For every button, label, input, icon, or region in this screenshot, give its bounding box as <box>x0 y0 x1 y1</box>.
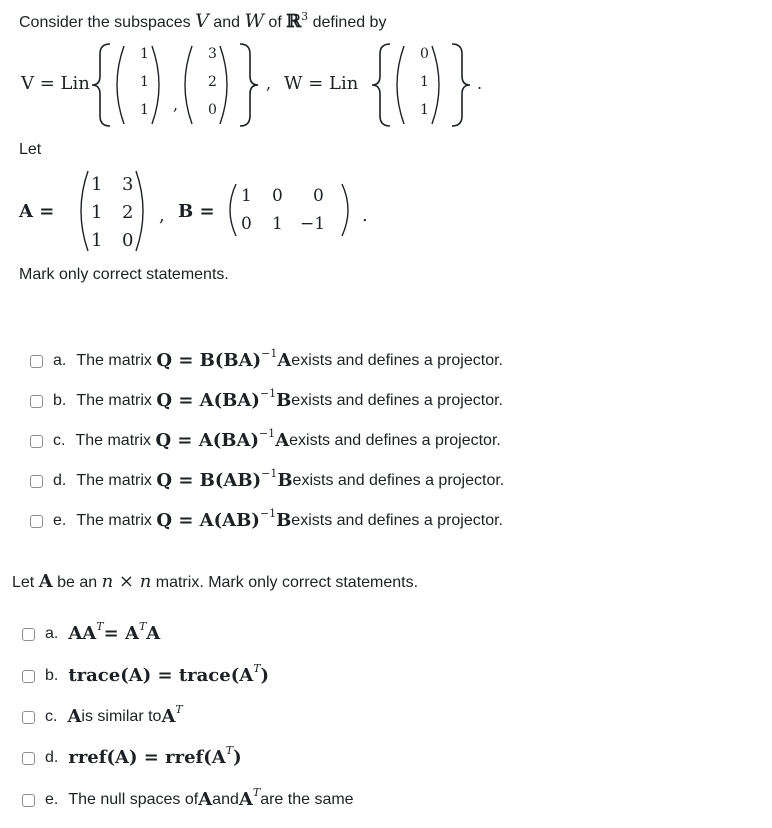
q1-option-d-exponent: −1 <box>261 467 278 480</box>
q2-option-a-formula-2: = A <box>103 623 139 644</box>
q1-option-d[interactable] <box>30 467 505 492</box>
q1-option-d-tail: exists and defines a projector. <box>292 472 505 489</box>
matrix-b-r2c1: 0 <box>241 214 252 234</box>
q2-option-b-formula-1: trace(A) = trace(A <box>68 665 254 686</box>
intro-text-after: defined by <box>308 14 387 31</box>
q2-option-d[interactable] <box>22 744 242 769</box>
v-span-set <box>92 40 272 130</box>
matrix-separator: , <box>159 205 165 226</box>
q2-option-b-checkbox[interactable] <box>22 670 35 683</box>
q2-option-e-text-3: are the same <box>260 791 354 808</box>
q1-option-d-pre: The matrix <box>76 472 152 489</box>
q1-option-b-letter: b. <box>53 392 67 409</box>
q1-option-e-exponent: −1 <box>259 507 277 520</box>
intro-of: of <box>263 14 287 31</box>
matrix-b-r1c1: 1 <box>241 186 252 206</box>
q2-option-b-letter: b. <box>45 667 59 684</box>
q2-option-e-letter: e. <box>45 791 59 808</box>
q1-option-a-exponent: −1 <box>261 347 278 360</box>
q1-option-c-checkbox[interactable] <box>30 435 43 448</box>
q2-option-e-matrix-1: A <box>198 789 213 810</box>
q2-option-e-text-1: The null spaces of <box>68 791 199 808</box>
q2-option-a-exp-2: T <box>138 620 147 633</box>
v-definition-label: V = Lin <box>21 73 90 94</box>
q2-option-a[interactable] <box>22 620 161 645</box>
real-space-exponent: 3 <box>301 10 309 23</box>
matrix-a-r2c2: 2 <box>122 202 134 223</box>
q1-option-e-pre: The matrix <box>76 512 152 529</box>
w1-entry-3: 1 <box>420 102 429 118</box>
q1-option-b[interactable] <box>30 387 503 412</box>
q2-option-a-exp-1: T <box>96 620 104 633</box>
q2-option-b[interactable] <box>22 662 270 687</box>
matrix-a-r1c2: 3 <box>122 174 134 195</box>
question1-prompt: Mark only correct statements. <box>19 266 229 283</box>
q2-option-d-letter: d. <box>45 749 59 766</box>
q2-option-e-exp: T <box>252 786 261 799</box>
q1-option-c-tail: exists and defines a projector. <box>289 432 501 449</box>
q1-option-e-letter: e. <box>53 512 67 529</box>
q1-option-a-pre: The matrix <box>76 352 152 369</box>
q2-option-e-matrix-2: A <box>238 789 253 810</box>
q2-option-a-formula-3: A <box>146 623 161 644</box>
matrix-b-r1c3: 0 <box>313 186 324 206</box>
q2-option-d-formula-2: ) <box>233 747 242 768</box>
q1-option-b-formula: Q = A(BA) <box>156 390 260 411</box>
q2-option-a-formula-1: AA <box>68 623 97 644</box>
q1-option-c-pre: The matrix <box>75 432 152 449</box>
intro-text: Consider the subspaces <box>19 14 196 31</box>
q1-option-a-checkbox[interactable] <box>30 355 43 368</box>
matrix-a-brackets <box>74 167 154 255</box>
q1-option-a-tail: exists and defines a projector. <box>291 352 503 369</box>
q2-prompt-matrix: A <box>38 571 53 592</box>
q1-option-c-letter: c. <box>53 432 66 449</box>
v2-entry-2: 2 <box>208 74 217 90</box>
q2-option-c[interactable] <box>22 703 183 728</box>
matrix-b-r2c3: −1 <box>300 214 326 234</box>
q1-option-d-checkbox[interactable] <box>30 475 43 488</box>
q1-option-b-checkbox[interactable] <box>30 395 43 408</box>
v2-entry-1: 3 <box>208 46 217 62</box>
q2-option-c-text: is similar to <box>81 708 162 725</box>
q1-option-d-formula-end: B <box>277 470 293 491</box>
matrix-a-r3c1: 1 <box>91 230 103 251</box>
q1-option-c[interactable] <box>30 427 501 452</box>
v1-entry-2: 1 <box>140 74 149 90</box>
q1-option-c-formula-end: A <box>275 430 290 451</box>
q2-option-e-text-2: and <box>212 791 239 808</box>
q2-option-e-checkbox[interactable] <box>22 794 35 807</box>
q1-option-b-formula-end: B <box>276 390 292 411</box>
q2-option-e[interactable] <box>22 786 354 811</box>
q2-option-d-exp-1: T <box>225 744 234 757</box>
matrix-b-period: . <box>362 205 368 226</box>
q2-option-c-exp: T <box>175 703 183 716</box>
q2-option-c-matrix-1: A <box>67 706 82 727</box>
q1-option-e-formula-end: B <box>276 510 292 531</box>
q1-option-a-formula: Q = B(BA) <box>156 350 262 371</box>
question2-prompt <box>12 571 418 594</box>
q1-option-c-exponent: −1 <box>258 427 276 440</box>
q1-option-a-formula-end: A <box>277 350 292 371</box>
matrix-a-label: A = <box>19 201 55 222</box>
q1-option-d-formula: Q = B(AB) <box>156 470 262 491</box>
matrix-a-r2c1: 1 <box>91 202 103 223</box>
q1-option-e[interactable] <box>30 507 503 532</box>
matrix-b-r2c2: 1 <box>272 214 283 234</box>
v-w-separator: , <box>266 74 272 93</box>
q2-option-a-letter: a. <box>45 625 59 642</box>
real-space-symbol: ℝ <box>286 11 302 32</box>
matrix-b-label: B = <box>178 201 215 222</box>
w1-entry-1: 0 <box>420 46 429 62</box>
q2-prompt-dimension: n × n <box>101 571 152 592</box>
v1-entry-1: 1 <box>140 46 149 62</box>
v2-entry-3: 0 <box>208 102 217 118</box>
q1-option-d-letter: d. <box>53 472 67 489</box>
w-definition-label: W = Lin <box>284 73 359 94</box>
q2-option-b-formula-2: ) <box>260 665 270 686</box>
q1-option-b-exponent: −1 <box>259 387 277 400</box>
intro-line <box>19 10 386 35</box>
q2-option-b-exp-1: T <box>253 662 261 675</box>
w-definition-period: . <box>477 74 483 93</box>
q2-option-c-letter: c. <box>45 708 58 725</box>
q2-option-d-formula-1: rref(A) = rref(A <box>68 747 226 768</box>
w1-entry-2: 1 <box>420 74 429 90</box>
q2-prompt-post: matrix. Mark only correct statements. <box>151 574 419 591</box>
matrix-a-r1c1: 1 <box>91 174 103 195</box>
q2-option-d-checkbox[interactable] <box>22 752 35 765</box>
subspace-v-symbol: V <box>195 10 209 32</box>
q2-prompt-pre: Let <box>12 574 39 591</box>
q2-option-c-matrix-2: A <box>161 706 176 727</box>
q1-option-b-tail: exists and defines a projector. <box>291 392 503 409</box>
q1-option-e-tail: exists and defines a projector. <box>291 512 503 529</box>
v1-entry-3: 1 <box>140 102 149 118</box>
q2-prompt-mid: be an <box>52 574 102 591</box>
q1-option-b-pre: The matrix <box>76 392 152 409</box>
subspace-w-symbol: W <box>244 10 264 32</box>
matrix-b-r1c2: 0 <box>272 186 283 206</box>
q1-option-c-formula: Q = A(BA) <box>155 430 259 451</box>
q2-option-a-checkbox[interactable] <box>22 628 35 641</box>
matrix-a-r3c2: 0 <box>122 230 134 251</box>
q1-option-a-letter: a. <box>53 352 67 369</box>
q1-option-e-checkbox[interactable] <box>30 515 43 528</box>
q2-option-c-checkbox[interactable] <box>22 711 35 724</box>
q1-option-a[interactable] <box>30 347 503 372</box>
let-label: Let <box>19 141 42 158</box>
q1-option-e-formula: Q = A(AB) <box>156 510 260 531</box>
intro-and: and <box>208 14 245 31</box>
v-vector-separator: , <box>173 95 179 114</box>
